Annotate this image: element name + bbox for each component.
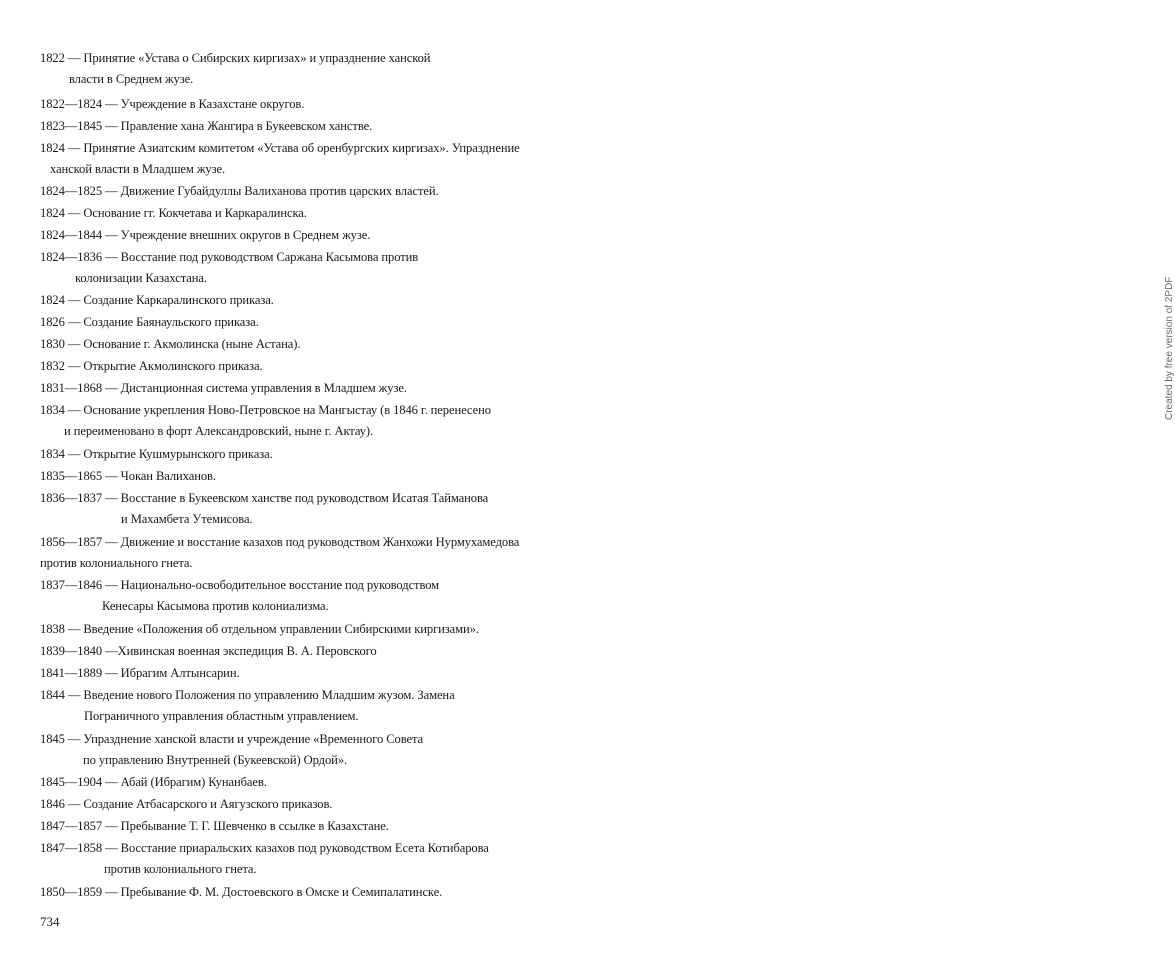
chronology-entry [40,356,580,377]
chronology-entry [40,882,580,903]
entry-text: 1847—1858 — Восстание приаральских казахов под руководством Есета Котибарова [40,841,489,855]
chronology-entry [40,400,580,442]
chronology-entry [40,838,580,880]
chronology-entry [40,575,580,617]
entry-text: 1834 — Открытие Кушмурынского приказа. [40,447,273,461]
entry-continuation: власти в Среднем жузе. [69,72,194,86]
chronology-entry [40,663,580,684]
entry-text: 1841—1889 — Ибрагим Алтынсарин. [40,666,240,680]
chronology-entry [40,641,580,662]
chronology-entry [40,729,580,771]
entry-continuation: Пограничного управления областным управлением. [84,709,359,723]
entry-text: 1824 — Основание гг. Кокчетава и Каркаралинска. [40,206,307,220]
entry-text: 1826 — Создание Баянаульского приказа. [40,315,259,329]
chronology-entry [40,116,580,137]
entry-text: 1847—1857 — Пребывание Т. Г. Шевченко в ссылке в Казахстане. [40,819,389,833]
chronology-entry [40,138,580,180]
chronology-entry [40,772,580,793]
entry-text: 1844 — Введение нового Положения по управлению Младшим жузом. Замена [40,688,455,702]
entry-continuation: и переименовано в форт Александровский, ныне г. Актау). [64,424,374,438]
entry-text: 1830 — Основание г. Акмолинска (ныне Астана). [40,337,301,351]
entry-text: 1831—1868 — Дистанционная система управления в Младшем жузе. [40,381,407,395]
entry-continuation: против колониального гнета. [104,862,257,876]
chronology-entry [40,290,580,311]
entry-text: 1850—1859 — Пребывание Ф. М. Достоевского в Омске и Семипалатинске. [40,885,443,899]
chronology-entry [40,532,580,574]
entry-continuation: против колониального гнета. [40,556,193,570]
entry-text: 1822—1824 — Учреждение в Казахстане округов. [40,97,305,111]
chronology-entry [40,378,580,399]
watermark-area [576,210,1175,420]
entry-text: 1832 — Открытие Акмолинского приказа. [40,359,263,373]
chronology-entry [40,181,580,202]
entry-text: 1839—1840 —Хивинская военная экспедиция В. А. Перовского [40,644,377,658]
chronology-entry [40,685,580,727]
chronology-entry [40,466,580,487]
chronology-entry [40,816,580,837]
entry-text: 1824 — Принятие Азиатским комитетом «Устава об оренбургских киргизах». Упразднение [40,141,520,155]
entry-text: 1824—1836 — Восстание под руководством Саржана Касымова против [40,250,419,264]
entry-text: 1834 — Основание укрепления Ново-Петровское на Мангыстау (в 1846 г. перенесено [40,403,491,417]
entry-text: 1837—1846 — Национально-освободительное восстание под руководством [40,578,440,592]
entry-text: 1846 — Создание Атбасарского и Аягузского приказов. [40,797,333,811]
chronology-entry [40,619,580,640]
chronology-entry [40,312,580,333]
page-number: 734 [40,914,60,929]
chronology-entry [40,794,580,815]
chronology-entry [40,203,580,224]
entry-text: 1845 — Упразднение ханской власти и учреждение «Временного Совета [40,732,424,746]
watermark-text: Created by free version of 2PDF [1164,276,1175,420]
entry-text: 1824—1844 — Учреждение внешних округов в Среднем жузе. [40,228,371,242]
entry-continuation: Кенесары Касымова против колониализма. [102,599,329,613]
entry-continuation: по управлению Внутренней (Букеевской) Ордой». [83,753,348,767]
chronology-entry [40,334,580,355]
entry-text: 1823—1845 — Правление хана Жангира в Букеевском ханстве. [40,119,373,133]
entry-text: 1822 — Принятие «Устава о Сибирских киргизах» и упразднение ханской [40,51,431,65]
chronology-entry [40,94,580,115]
entry-text: 1836—1837 — Восстание в Букеевском ханстве под руководством Исатая Тайманова [40,491,489,505]
chronology-entry [40,488,580,530]
entry-continuation: и Махамбета Утемисова. [121,512,253,526]
chronology-entry [40,247,580,289]
entry-text: 1856—1857 — Движение и восстание казахов под руководством Жанхожи Нурмухамедова [40,535,520,549]
entry-continuation: ханской власти в Младшем жузе. [50,162,226,176]
entry-text: 1835—1865 — Чокан Валиханов. [40,469,216,483]
entry-text: 1845—1904 — Абай (Ибрагим) Кунанбаев. [40,775,267,789]
chronology-entry [40,444,580,465]
entry-text: 1838 — Введение «Положения об отдельном управлении Сибирскими киргизами». [40,622,479,636]
entry-text: 1824—1825 — Движение Губайдуллы Валиханова против царских властей. [40,184,439,198]
chronology-entry [40,48,580,90]
entry-continuation: колонизации Казахстана. [75,271,207,285]
entry-text: 1824 — Создание Каркаралинского приказа. [40,293,274,307]
chronology-entry [40,225,580,246]
